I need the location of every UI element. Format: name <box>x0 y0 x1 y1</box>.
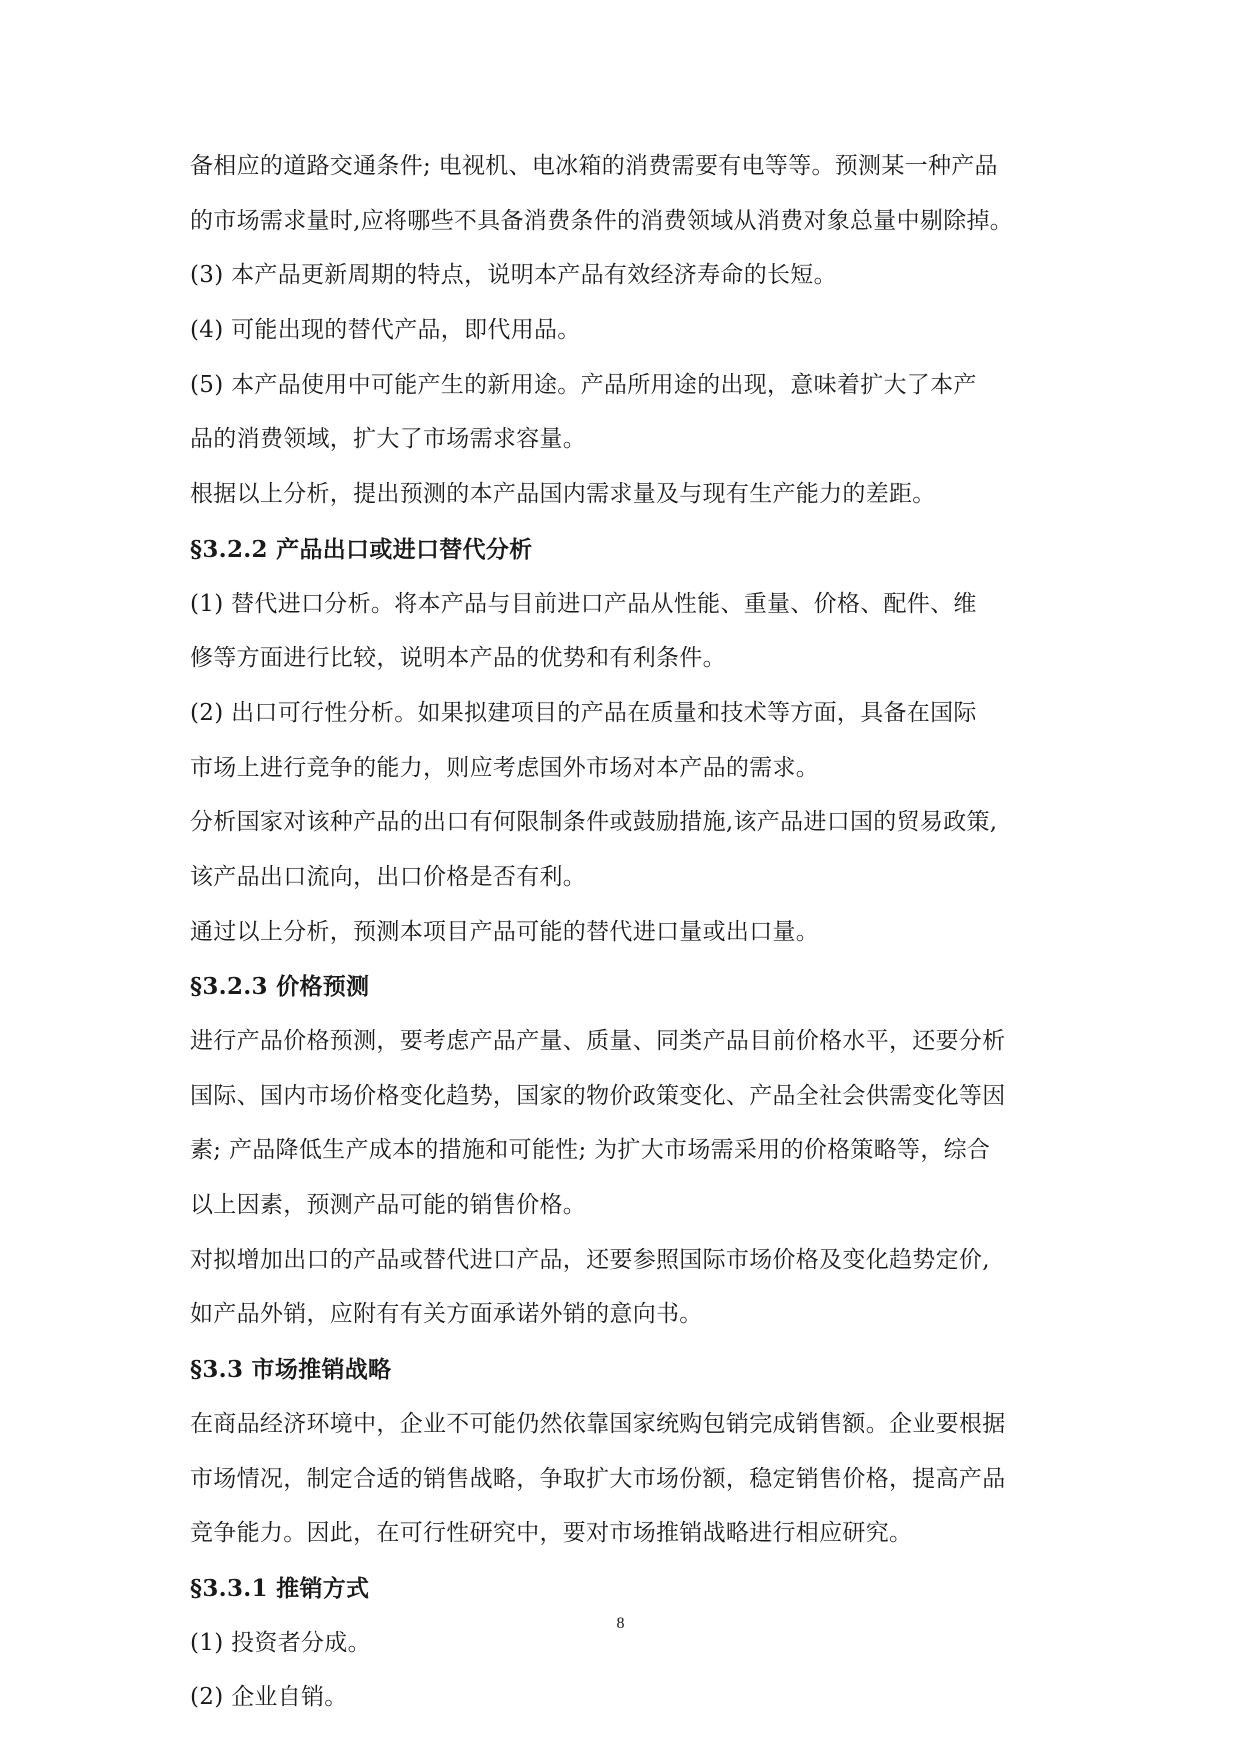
paragraph-line: 竞争能力。因此，在可行性研究中，要对市场推销战略进行相应研究。 <box>190 1520 913 1547</box>
paragraph-line: 分析国家对该种产品的出口有何限制条件或鼓励措施,该产品进口国的贸易政策, <box>190 809 998 836</box>
section-heading: §3.2.2 产品出口或进口替代分析 <box>190 535 533 563</box>
paragraph-line: (3) 本产品更新周期的特点，说明本产品有效经济寿命的长短。 <box>190 262 837 289</box>
paragraph-line: 品的消费领域，扩大了市场需求容量。 <box>190 426 587 453</box>
paragraph-line: 修等方面进行比较，说明本产品的优势和有利条件。 <box>190 645 726 672</box>
paragraph-line: 备相应的道路交通条件; 电视机、电冰箱的消费需要有电等等。预测某一种产品 <box>190 153 998 179</box>
page-number: 8 <box>616 1615 625 1632</box>
paragraph-line: (2) 出口可行性分析。如果拟建项目的产品在质量和技术等方面，具备在国际 <box>190 699 977 726</box>
section-heading: §3.3 市场推销战略 <box>190 1356 392 1384</box>
paragraph-line: (1) 替代进口分析。将本产品与目前进口产品从性能、重量、价格、配件、维 <box>190 590 977 617</box>
paragraph-line: (2) 企业自销。 <box>190 1684 348 1711</box>
paragraph-line: 的市场需求量时,应将哪些不具备消费条件的消费领域从消费对象总量中剔除掉。 <box>190 207 1014 234</box>
paragraph-line: 该产品出口流向，出口价格是否有利。 <box>190 863 587 890</box>
paragraph-line: 如产品外销，应附有有关方面承诺外销的意向书。 <box>190 1301 703 1328</box>
section-heading: §3.3.1 推销方式 <box>190 1574 370 1602</box>
paragraph-line: 在商品经济环境中，企业不可能仍然依靠国家统购包销完成销售额。企业要根据 <box>190 1410 1006 1437</box>
paragraph-line: 以上因素，预测产品可能的销售价格。 <box>190 1192 587 1219</box>
paragraph-line: 根据以上分析，提出预测的本产品国内需求量及与现有生产能力的差距。 <box>190 481 936 508</box>
paragraph-line: 国际、国内市场价格变化趋势，国家的物价政策变化、产品全社会供需变化等因 <box>190 1082 1006 1109</box>
paragraph-line: (5) 本产品使用中可能产生的新用途。产品所用途的出现，意味着扩大了本产 <box>190 371 977 398</box>
paragraph-line: (1) 投资者分成。 <box>190 1629 371 1656</box>
paragraph-line: (4) 可能出现的替代产品，即代用品。 <box>190 317 581 344</box>
paragraph-line: 通过以上分析，预测本项目产品可能的替代进口量或出口量。 <box>190 918 820 945</box>
paragraph-line: 市场上进行竞争的能力，则应考虑国外市场对本产品的需求。 <box>190 754 820 781</box>
document-body <box>190 152 1070 1738</box>
section-heading: §3.2.3 价格预测 <box>190 973 370 1001</box>
paragraph-line: 市场情况，制定合适的销售战略，争取扩大市场份额，稳定销售价格，提高产品 <box>190 1465 1006 1492</box>
paragraph-line: 进行产品价格预测，要考虑产品产量、质量、同类产品目前价格水平，还要分析 <box>190 1028 1006 1054</box>
paragraph-line: 对拟增加出口的产品或替代进口产品，还要参照国际市场价格及变化趋势定价, <box>190 1246 990 1273</box>
paragraph-line: 素; 产品降低生产成本的措施和可能性; 为扩大市场需采用的价格策略等，综合 <box>190 1137 991 1164</box>
